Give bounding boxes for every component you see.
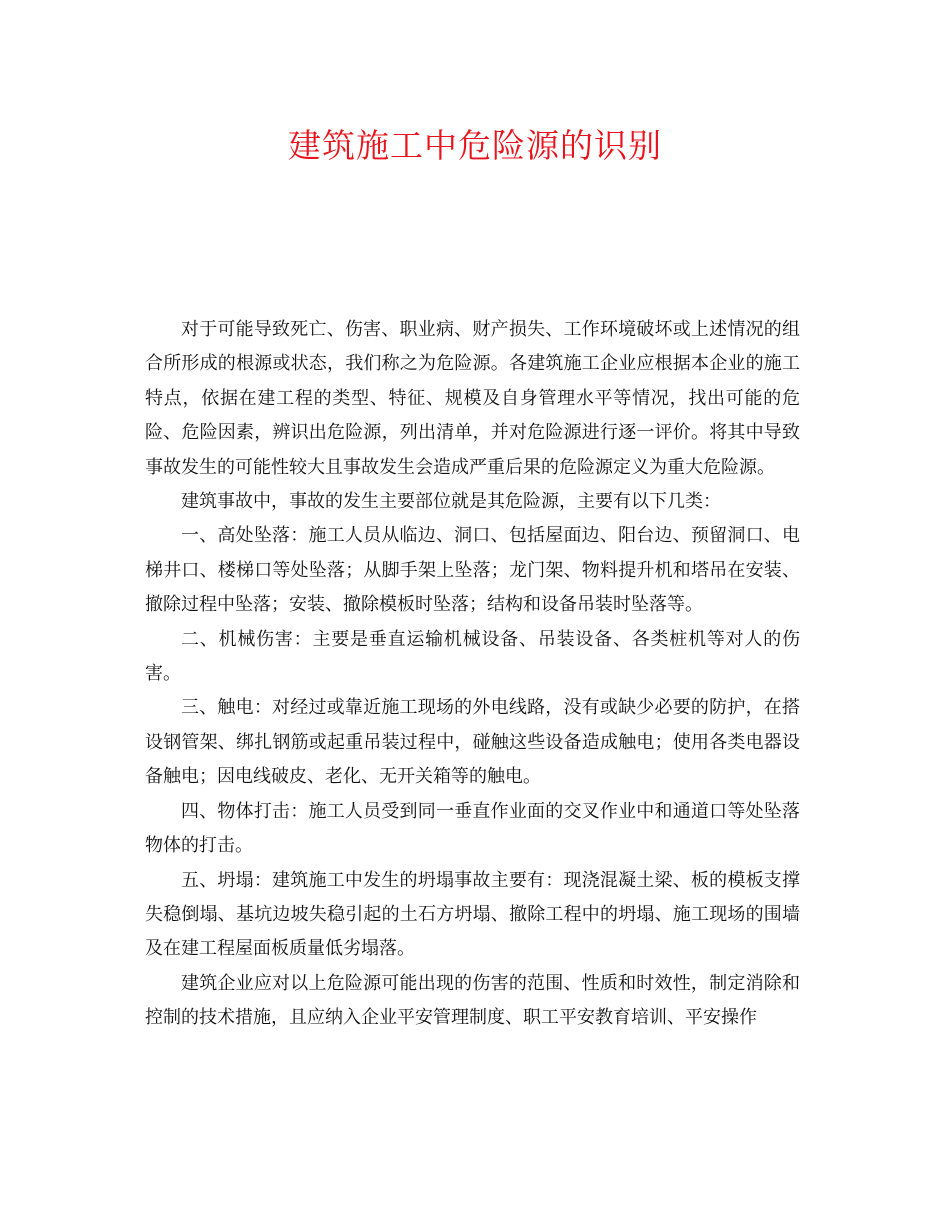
paragraph-collapse: 五、坍塌：建筑施工中发生的坍塌事故主要有：现浇混凝土梁、板的模板支撑失稳倒塌、基坑边坡失稳引起的土石方坍塌、撤除工程中的坍塌、施工现场的围墙及在建工程屋面板质量低劣塌落。: [145, 869, 800, 960]
document-title: 建筑施工中危险源的识别: [288, 126, 662, 165]
paragraph-control-measures: 建筑企业应对以上危险源可能出现的伤害的范围、性质和时效性，制定消除和控制的技术措施，且应纳入企业平安管理制度、职工平安教育培训、平安操作: [145, 972, 800, 1029]
document-body: [145, 313, 800, 1036]
paragraph-mechanical-injury: 二、机械伤害：主要是垂直运输机械设备、吊装设备、各类桩机等对人的伤害。: [145, 628, 800, 685]
paragraph-object-strike: 四、物体打击：施工人员受到同一垂直作业面的交叉作业中和通道口等处坠落物体的打击。: [145, 800, 800, 857]
paragraph-categories-lead: 建筑事故中，事故的发生主要部位就是其危险源，主要有以下几类：: [181, 491, 721, 513]
paragraph-intro: 对于可能导致死亡、伤害、职业病、财产损失、工作环境破坏或上述情况的组合所形成的根源或状态，我们称之为危险源。各建筑施工企业应根据本企业的施工特点，依据在建工程的类型、特征、规模及自身管理水平等情况，找出可能的危险、危险因素，辨识出危险源，列出清单，并对危险源进行逐一评价。将其中导致事故发生的可能性较大且事故发生会造成严重后果的危险源定义为重大危险源。: [145, 319, 800, 478]
paragraph-electric-shock: 三、触电：对经过或靠近施工现场的外电线路，没有或缺少必要的防护，在搭设钢管架、绑扎钢筋或起重吊装过程中，碰触这些设备造成触电；使用各类电器设备触电；因电线破皮、老化、无开关箱等的触电。: [145, 697, 800, 788]
paragraph-fall-from-height: 一、高处坠落：施工人员从临边、洞口、包括屋面边、阳台边、预留洞口、电梯井口、楼梯口等处坠落；从脚手架上坠落；龙门架、物料提升机和塔吊在安装、撤除过程中坠落；安装、撤除模板时坠落；结构和设备吊装时坠落等。: [145, 525, 800, 616]
